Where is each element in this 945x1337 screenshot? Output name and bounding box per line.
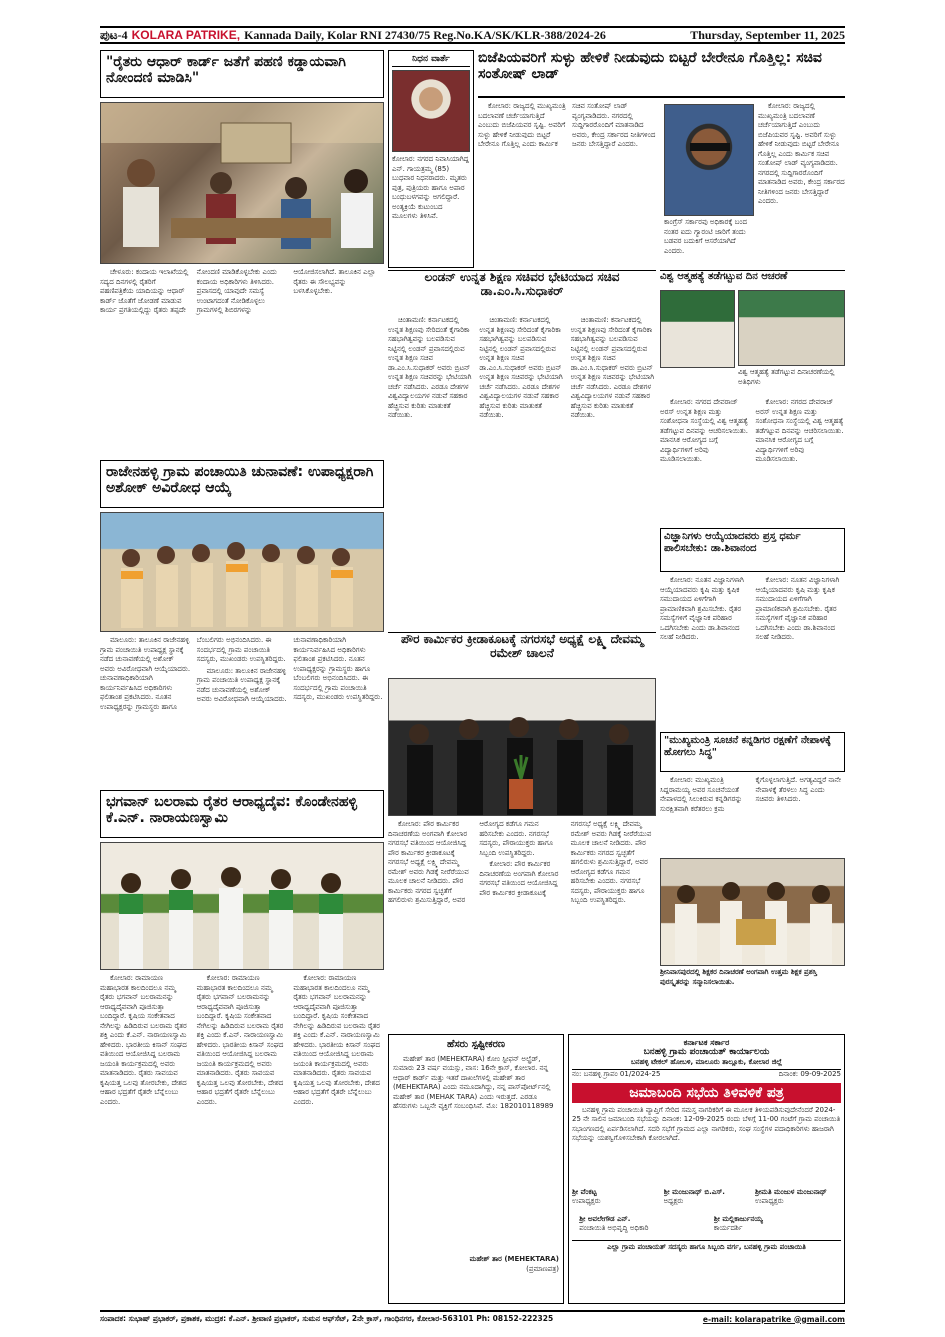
signatory-2-role: ಅಧ್ಯಕ್ಷರು xyxy=(663,1197,684,1206)
story1-body: ಚೇಳೂರು: ಕಂದಾಯ ಇಲಾಖೆಯಲ್ಲಿ ಸದ್ಯದ ದಿನಗಳಲ್ಲಿ ರೈತರಿಗೆ ಪಹಣಿಪತ್ರಿಕೆಯ ಯಾದಿಯನ್ನು ಆಧಾರ್ ಕಾರ್ಡ್ ಜೊತೆಗೆ ಜೋಡಣೆ ಮಾಡುವ ಕಾರ್ಯ ಪ್ರಗತಿಯಲ್ಲಿದ್ದು ರೈತರು ತಪ್ಪದೇ ನೋಂದಣಿ ಮಾಡಿಕೊಳ್ಳಬೇಕು ಎಂದು ಕಂದಾಯ ಅಧಿಕಾರಿಗಳು ತಿಳಿಸಿದರು. ಪ್ರವಾಸದಲ್ಲಿ ಯಾವುದೇ ಸಮಸ್ಯೆ ಉಂಟಾಗದಂತೆ ನೋಡಿಕೊಳ್ಳಲು ಗ್ರಾಮಗಳಲ್ಲಿ ಶಿಬಿರಗಳನ್ನು ಆಯೋಜಿಸಲಾಗಿದೆ. ತಾಲೂಕಿನ ಎಲ್ಲಾ ರೈತರು ಈ ಸೌಲಭ್ಯವನ್ನು ಬಳಸಿಕೊಳ್ಳಬೇಕು. xyxy=(100,268,376,314)
signatory-5 xyxy=(714,1215,834,1234)
signatory-4-name: ಶ್ರೀ ಅವಲೇಗೌಡ ಎನ್. xyxy=(579,1214,631,1223)
story4-caption: ವಿಶ್ವ ಆತ್ಮಹತ್ಯೆ ತಡೆಗಟ್ಟುವ ದಿನಾಚರಣೆಯಲ್ಲಿ ಅತಿಥಿಗಳು xyxy=(738,368,835,386)
story4-photo xyxy=(660,290,735,368)
story6-body: ಕೋಲಾರ: ನೂತನ ವಿಜ್ಞಾನಿಗಳಾಗಿ ಆಯ್ಕೆಯಾದವರು ಕೃಷಿ ಮತ್ತು ಕೃಷಿಕ ಸಮುದಾಯದ ಏಳಿಗೆಗಾಗಿ ಪ್ರಾಮಾಣಿಕವಾಗಿ ಶ್ರಮಿಸಬೇಕು. ರೈತರ ಸಮಸ್ಯೆಗಳಿಗೆ ವೈಜ್ಞಾನಿಕ ಪರಿಹಾರ ಒದಗಿಸಬೇಕು ಎಂದು ಡಾ.ಶಿವಾನಂದ ಸಲಹೆ ನೀಡಿದರು. ಕೋಲಾರ: ನೂತನ ವಿಜ್ಞಾನಿಗಳಾಗಿ ಆಯ್ಕೆಯಾದವರು ಕೃಷಿ ಮತ್ತು ಕೃಷಿಕ ಸಮುದಾಯದ ಏಳಿಗೆಗಾಗಿ ಪ್ರಾಮಾಣಿಕವಾಗಿ ಶ್ರಮಿಸಬೇಕು. ರೈತರ ಸಮಸ್ಯೆಗಳಿಗೆ ವೈಜ್ಞಾನಿಕ ಪರಿಹಾರ ಒದಗಿಸಬೇಕು ಎಂದು ಡಾ.ಶಿವಾನಂದ ಸಲಹೆ ನೀಡಿದರು. xyxy=(660,576,840,641)
group-photo-image xyxy=(101,513,384,632)
story8-headline: "ಮುಖ್ಯಮಂತ್ರಿ ಸೂಚನೆ ಕನ್ನಡಿಗರ ರಕ್ಷಣೆಗೆ ನೇಪಾಳಕ್ಕೆ ಹೋಗಲು ಸಿದ್ಧ" xyxy=(660,732,845,772)
story3-body: ಚಿಂತಾಮಣಿ: ಕರ್ನಾಟಕದಲ್ಲಿ ಉನ್ನತ ಶಿಕ್ಷಣವು ಸೇರಿದಂತೆ ಕೈಗಾರಿಕಾ ಸಹಭಾಗಿತ್ವವನ್ನು ಬಲಪಡಿಸುವ ನಿಟ್ಟಿನಲ್ಲಿ ಲಂಡನ್ ಪ್ರವಾಸದಲ್ಲಿರುವ ಉನ್ನತ ಶಿಕ್ಷಣ ಸಚಿವ ಡಾ.ಎಂ.ಸಿ.ಸುಧಾಕರ್ ಅವರು ಬ್ರಿಟನ್ ಉನ್ನತ ಶಿಕ್ಷಣ ಸಚಿವರನ್ನು ಭೇಟಿಯಾಗಿ ಚರ್ಚೆ ನಡೆಸಿದರು. ಎರಡೂ ದೇಶಗಳ ವಿಶ್ವವಿದ್ಯಾಲಯಗಳ ನಡುವೆ ಸಹಕಾರ ಹೆಚ್ಚಿಸುವ ಕುರಿತು ಮಾತುಕತೆ ನಡೆಯಿತು. ಚಿಂತಾಮಣಿ: ಕರ್ನಾಟಕದಲ್ಲಿ ಉನ್ನತ ಶಿಕ್ಷಣವು ಸೇರಿದಂತೆ ಕೈಗಾರಿಕಾ ಸಹಭಾಗಿತ್ವವನ್ನು ಬಲಪಡಿಸುವ ನಿಟ್ಟಿನಲ್ಲಿ ಲಂಡನ್ ಪ್ರವಾಸದಲ್ಲಿರುವ ಉನ್ನತ ಶಿಕ್ಷಣ ಸಚಿವ ಡಾ.ಎಂ.ಸಿ.ಸುಧಾಕರ್ ಅವರು ಬ್ರಿಟನ್ ಉನ್ನತ ಶಿಕ್ಷಣ ಸಚಿವರನ್ನು ಭೇಟಿಯಾಗಿ ಚರ್ಚೆ ನಡೆಸಿದರು. ಎರಡೂ ದೇಶಗಳ ವಿಶ್ವವಿದ್ಯಾಲಯಗಳ ನಡುವೆ ಸಹಕಾರ ಹೆಚ್ಚಿಸುವ ಕುರಿತು ಮಾತುಕತೆ ನಡೆಯಿತು. ಚಿಂತಾಮಣಿ: ಕರ್ನಾಟಕದಲ್ಲಿ ಉನ್ನತ ಶಿಕ್ಷಣವು ಸೇರಿದಂತೆ ಕೈಗಾರಿಕಾ ಸಹಭಾಗಿತ್ವವನ್ನು ಬಲಪಡಿಸುವ ನಿಟ್ಟಿನಲ್ಲಿ ಲಂಡನ್ ಪ್ರವಾಸದಲ್ಲಿರುವ ಉನ್ನತ ಶಿಕ್ಷಣ ಸಚಿವ ಡಾ.ಎಂ.ಸಿ.ಸುಧಾಕರ್ ಅವರು ಬ್ರಿಟನ್ ಉನ್ನತ ಶಿಕ್ಷಣ ಸಚಿವರನ್ನು ಭೇಟಿಯಾಗಿ ಚರ್ಚೆ ನಡೆಸಿದರು. ಎರಡೂ ದೇಶಗಳ ವಿಶ್ವವಿದ್ಯಾಲಯಗಳ ನಡುವೆ ಸಹಕಾರ ಹೆಚ್ಚಿಸುವ ಕುರಿತು ಮಾತುಕತೆ ನಡೆಯಿತು. xyxy=(388,316,655,419)
portrait-image xyxy=(665,105,754,216)
notice-address: ಬನಹಳ್ಳಿ ಟೇಕಲ್ ಹೋಬಳಿ, ಮಾಲೂರು ತಾಲ್ಲೂಕು, ಕೋಲಾರ ಜಿಲ್ಲೆ xyxy=(630,1057,783,1066)
signatory-1-role: ಉಪಾಧ್ಯಕ್ಷರು xyxy=(572,1197,601,1206)
story9-body: ಕೋಲಾರ: ರಾಮಾಯಣ ಮಹಾಭಾರತ ಕಾಲದಿಂದಲೂ ನಮ್ಮ ರೈತರು ಭಗವಾನ್ ಬಲರಾಮನನ್ನು ಆರಾಧ್ಯದೈವವಾಗಿ ಪೂಜಿಸುತ್ತಾ ಬಂದಿದ್ದಾರೆ. ಕೃಷಿಯ ಸಂಕೇತವಾದ ನೇಗಿಲನ್ನು ಹಿಡಿದಿರುವ ಬಲರಾಮ ರೈತರ ಶಕ್ತಿ ಎಂದು ಕೆ.ಎನ್. ನಾರಾಯಣಸ್ವಾಮಿ ಹೇಳಿದರು. ಭಾರತೀಯ ಕಿಸಾನ್ ಸಂಘದ ವತಿಯಿಂದ ಆಯೋಜಿಸಿದ್ದ ಬಲರಾಮ ಜಯಂತಿ ಕಾರ್ಯಕ್ರಮದಲ್ಲಿ ಅವರು ಮಾತನಾಡಿದರು. ರೈತರು ಸಾವಯವ ಕೃಷಿಯತ್ತ ಒಲವು ತೋರಬೇಕು, ದೇಶದ ಆಹಾರ ಭದ್ರತೆಗೆ ರೈತರೇ ಬೆನ್ನೆಲುಬು ಎಂದರು. ಕೋಲಾರ: ರಾಮಾಯಣ ಮಹಾಭಾರತ ಕಾಲದಿಂದಲೂ ನಮ್ಮ ರೈತರು ಭಗವಾನ್ ಬಲರಾಮನನ್ನು ಆರಾಧ್ಯದೈವವಾಗಿ ಪೂಜಿಸುತ್ತಾ ಬಂದಿದ್ದಾರೆ. ಕೃಷಿಯ ಸಂಕೇತವಾದ ನೇಗಿಲನ್ನು ಹಿಡಿದಿರುವ ಬಲರಾಮ ರೈತರ ಶಕ್ತಿ ಎಂದು ಕೆ.ಎನ್. ನಾರಾಯಣಸ್ವಾಮಿ ಹೇಳಿದರು. ಭಾರತೀಯ ಕಿಸಾನ್ ಸಂಘದ ವತಿಯಿಂದ ಆಯೋಜಿಸಿದ್ದ ಬಲರಾಮ ಜಯಂತಿ ಕಾರ್ಯಕ್ರಮದಲ್ಲಿ ಅವರು ಮಾತನಾಡಿದರು. ರೈತರು ಸಾವಯವ ಕೃಷಿಯತ್ತ ಒಲವು ತೋರಬೇಕು, ದೇಶದ ಆಹಾರ ಭದ್ರತೆಗೆ ರೈತರೇ ಬೆನ್ನೆಲುಬು ಎಂದರು. ಕೋಲಾರ: ರಾಮಾಯಣ ಮಹಾಭಾರತ ಕಾಲದಿಂದಲೂ ನಮ್ಮ ರೈತರು ಭಗವಾನ್ ಬಲರಾಮನನ್ನು ಆರಾಧ್ಯದೈವವಾಗಿ ಪೂಜಿಸುತ್ತಾ ಬಂದಿದ್ದಾರೆ. ಕೃಷಿಯ ಸಂಕೇತವಾದ ನೇಗಿಲನ್ನು ಹಿಡಿದಿರುವ ಬಲರಾಮ ರೈತರ ಶಕ್ತಿ ಎಂದು ಕೆ.ಎನ್. ನಾರಾಯಣಸ್ವಾಮಿ ಹೇಳಿದರು. ಭಾರತೀಯ ಕಿಸಾನ್ ಸಂಘದ ವತಿಯಿಂದ ಆಯೋಜಿಸಿದ್ದ ಬಲರಾಮ ಜಯಂತಿ ಕಾರ್ಯಕ್ರಮದಲ್ಲಿ ಅವರು ಮಾತನಾಡಿದರು. ರೈತರು ಸಾವಯವ ಕೃಷಿಯತ್ತ ಒಲವು ತೋರಬೇಕು, ದೇಶದ ಆಹಾರ ಭದ್ರತೆಗೆ ರೈತರೇ ಬೆನ್ನೆಲುಬು ಎಂದರು. xyxy=(100,974,381,1106)
story8-body: ಕೋಲಾರ: ಮುಖ್ಯಮಂತ್ರಿ ಸಿದ್ದರಾಮಯ್ಯ ಅವರ ಸೂಚನೆಯಂತೆ ನೇಪಾಳದಲ್ಲಿ ಸಿಲುಕಿರುವ ಕನ್ನಡಿಗರನ್ನು ಸುರಕ್ಷಿತವಾಗಿ ಕರೆತರಲು ಕ್ರಮ ಕೈಗೊಳ್ಳಲಾಗುತ್ತಿದೆ. ಅಗತ್ಯವಿದ್ದರೆ ನಾನೇ ನೇಪಾಳಕ್ಕೆ ತೆರಳಲು ಸಿದ್ಧ ಎಂದು ಸಚಿವರು ತಿಳಿಸಿದರು. xyxy=(660,776,841,813)
signatory-1-name: ಶ್ರೀ ವೆಂಕಟ್ಟ xyxy=(572,1187,597,1196)
story4-photo-2 xyxy=(738,290,845,366)
obituary-box xyxy=(388,50,474,268)
signatory-2-name: ಶ್ರೀ ಮಂಜುನಾಥ್ ಬಿ.ಎಸ್. xyxy=(663,1187,725,1196)
masthead-details: Kannada Daily, Kolar RNI 27430/75 Reg.No.KA/SK/KLR-388/2024-26 xyxy=(244,27,606,42)
story7-photo xyxy=(388,678,656,816)
signatory-2 xyxy=(664,1188,750,1207)
signatory-4-role: ಪಂಚಾಯಿತಿ ಅಭಿವೃದ್ಧಿ ಅಧಿಕಾರಿ xyxy=(579,1224,649,1233)
notice-government: ಕರ್ನಾಟಕ ಸರ್ಕಾರ xyxy=(683,1038,730,1047)
obituary-text: ಕೋಲಾರ: ನಗರದ ನಿವಾಸಿಯಾಗಿದ್ದ ಎನ್. ಗಾಯತ್ರಮ್ಮ (85) ಬುಧವಾರ ನಿಧನರಾದರು. ಮೃತರು ಪುತ್ರ, ಪುತ್ರಿಯರು ಹಾಗೂ ಅಪಾರ ಬಂಧುಬಳಗವನ್ನು ಅಗಲಿದ್ದಾರೆ. ಅಂತ್ಯಕ್ರಿಯೆ ಕುಟುಂಬದ ಮೂಲಗಳು ತಿಳಿಸಿವೆ. xyxy=(392,155,469,221)
notice-title: ಜಮಾಬಂದಿ ಸಭೆಯ ತಿಳಿವಳಿಕೆ ಪತ್ರ xyxy=(572,1083,841,1103)
story2-body: ಕೋಲಾರ: ರಾಜ್ಯದಲ್ಲಿ ಮುಖ್ಯಮಂತ್ರಿ ಬದಲಾವಣೆ ಚರ್ಚೆಯಾಗುತ್ತಿದೆ ಎಂಬುದು ಬಿಜೆಪಿಯವರ ಸೃಷ್ಟಿ. ಅವರಿಗೆ ಸುಳ್ಳು ಹೇಳಿಕೆ ನೀಡುವುದು ಬಿಟ್ಟರೆ ಬೇರೇನೂ ಗೊತ್ತಿಲ್ಲ ಎಂದು ಕಾರ್ಮಿಕ ಸಚಿವ ಸಂತೋಷ್ ಲಾಡ್ ವ್ಯಂಗ್ಯವಾಡಿದರು. ನಗರದಲ್ಲಿ ಸುದ್ದಿಗಾರರೊಂದಿಗೆ ಮಾತನಾಡಿದ ಅವರು, ಕೇಂದ್ರ ಸರ್ಕಾರದ ನೀತಿಗಳಿಂದ ಜನರು ಬೇಸತ್ತಿದ್ದಾರೆ ಎಂದರು. xyxy=(478,102,656,148)
story9-headline: ಭಗವಾನ್ ಬಲರಾಮ ರೈತರ ಆರಾಧ್ಯದೈವ: ಕೊಂಡೇನಹಳ್ಳಿ ಕೆ.ಎನ್. ನಾರಾಯಣಸ್ವಾಮಿ xyxy=(100,790,384,838)
story5-headline: ರಾಜೇನಹಳ್ಳಿ ಗ್ರಾಮ ಪಂಚಾಯಿತಿ ಚುನಾವಣೆ: ಉಪಾಧ್ಯಕ್ಷರಾಗಿ ಅಶೋಕ್ ಅವಿರೋಧ ಆಯ್ಕೆ xyxy=(100,460,384,508)
signatory-3 xyxy=(755,1188,841,1207)
notice-body: ಬನಹಳ್ಳಿ ಗ್ರಾಮ ಪಂಚಾಯಿತಿ ವ್ಯಾಪ್ತಿಗೆ ಸೇರಿದ ಸಮಸ್ತ ನಾಗರಿಕರಿಗೆ ಈ ಮೂಲಕ ತಿಳಿಯಪಡಿಸುವುದೇನೆಂದರೆ 2024-25 ನೇ ಸಾಲಿನ ಜಮಾಬಂದಿ ಸಭೆಯನ್ನು ದಿನಾಂಕ: 12-09-2025 ರಂದು ಬೆಳಿಗ್ಗೆ 11-00 ಗಂಟೆಗೆ ಗ್ರಾಮ ಪಂಚಾಯಿತಿ ಸಭಾಂಗಣದಲ್ಲಿ ಏರ್ಪಡಿಸಲಾಗಿದೆ. ಸದರಿ ಸಭೆಗೆ ಗ್ರಾಮದ ಎಲ್ಲಾ ನಾಗರಿಕರು, ಸಂಘ ಸಂಸ್ಥೆಗಳ ಪದಾಧಿಕಾರಿಗಳು ಹಾಜರಾಗಿ ಸಭೆಯನ್ನು ಯಶಸ್ವಿಗೊಳಿಸಬೇಕಾಗಿ ಕೋರಲಾಗಿದೆ. xyxy=(572,1105,841,1143)
notice-ref-row xyxy=(572,1069,841,1080)
farmers-meeting-image xyxy=(101,843,384,970)
story2-headline: ಬಿಜೆಪಿಯವರಿಗೆ ಸುಳ್ಳು ಹೇಳಿಕೆ ನೀಡುವುದು ಬಿಟ್ಟರೆ ಬೇರೇನೂ ಗೊತ್ತಿಲ್ಲ: ಸಚಿವ ಸಂತೋಷ್ ಲಾಡ್ xyxy=(478,50,845,98)
notice-footer: ಎಲ್ಲಾ ಗ್ರಾಮ ಪಂಚಾಯತ್ ಸದಸ್ಯರು ಹಾಗೂ ಸಿಬ್ಬಂದಿ ವರ್ಗ, ಬನಹಳ್ಳಿ ಗ್ರಾಮ ಪಂಚಾಯಿತಿ xyxy=(572,1240,841,1253)
obituary-photo xyxy=(392,70,470,152)
name-change-text: ಮಹೇಶ್ ತಾರ (MEHEKTARA) ಕೋಂ ಸ್ಟೀಫನ್ ಅಲ್ಫ್ರೆಡ್, ಸುಮಾರು 23 ವರ್ಷ ವಯಸ್ಸು, ವಾಸ: 16ನೇ ಕ್ರಾಸ್, ಕೋಲಾರ. ನನ್ನ ಆಧಾರ್ ಕಾರ್ಡ್ ಮತ್ತು ಇತರೆ ದಾಖಲೆಗಳಲ್ಲಿ ಮಹೇಶ್ ತಾರ (MEHEKTARA) ಎಂದು ನಮೂದಾಗಿದ್ದು, ನನ್ನ ಪಾಸ್‌ಪೋರ್ಟ್‌ನಲ್ಲಿ ಮಹೇಕ್ ತಾರ (MEHAK TARA) ಎಂದು ಇರುತ್ತದೆ. ಎರಡೂ ಹೆಸರುಗಳು ಒಬ್ಬನೇ ವ್ಯಕ್ತಿಗೆ ಸಂಬಂಧಿಸಿವೆ. ಮೊ: 182010118989 xyxy=(393,1054,554,1110)
name-change-notice xyxy=(388,1034,564,1304)
signatory-5-name: ಶ್ರೀ ಮಲ್ಲಿಕಾರ್ಜುನಯ್ಯ xyxy=(713,1214,763,1223)
notice-ref: ನಂ: ಬನಹಳ್ಳಿ ಗ್ರಾಪಂ 01/2024-25 xyxy=(572,1070,661,1079)
story2-caption: ಕಾಂಗ್ರೆಸ್ ಸರ್ಕಾರವು ಅಧಿಕಾರಕ್ಕೆ ಬಂದ ನಂತರ ಐದು ಗ್ಯಾರಂಟಿ ಜಾರಿಗೆ ತಂದು ಬಡವರ ಬದುಕಿಗೆ ಆಸರೆಯಾಗಿದೆ ಎಂದರು. xyxy=(664,218,748,255)
story5-photo xyxy=(100,512,384,632)
sports-event-image xyxy=(389,679,656,816)
story2-continued: ಕೋಲಾರ: ರಾಜ್ಯದಲ್ಲಿ ಮುಖ್ಯಮಂತ್ರಿ ಬದಲಾವಣೆ ಚರ್ಚೆಯಾಗುತ್ತಿದೆ ಎಂಬುದು ಬಿಜೆಪಿಯವರ ಸೃಷ್ಟಿ. ಅವರಿಗೆ ಸುಳ್ಳು ಹೇಳಿಕೆ ನೀಡುವುದು ಬಿಟ್ಟರೆ ಬೇರೇನೂ ಗೊತ್ತಿಲ್ಲ ಎಂದು ಕಾರ್ಮಿಕ ಸಚಿವ ಸಂತೋಷ್ ಲಾಡ್ ವ್ಯಂಗ್ಯವಾಡಿದರು. ನಗರದಲ್ಲಿ ಸುದ್ದಿಗಾರರೊಂದಿಗೆ ಮಾತನಾಡಿದ ಅವರು, ಕೇಂದ್ರ ಸರ್ಕಾರದ ನೀತಿಗಳಿಂದ ಜನರು ಬೇಸತ್ತಿದ್ದಾರೆ ಎಂದರು. xyxy=(758,102,845,205)
award-ceremony-image xyxy=(661,859,845,966)
notice-date: ದಿನಾಂಕ: 09-09-2025 xyxy=(778,1070,841,1079)
story2-minister-photo xyxy=(664,104,754,216)
page-footer xyxy=(100,1310,845,1326)
story4-headline: ವಿಶ್ವ ಆತ್ಮಹತ್ಯೆ ತಡೆಗಟ್ಟುವ ದಿನ ಆಚರಣೆ xyxy=(660,270,845,288)
masthead-strip xyxy=(100,26,845,44)
office-scene-image xyxy=(101,103,384,264)
story1-photo xyxy=(100,102,384,264)
signatory-3-name: ಶ್ರೀಮತಿ ಮಂಜುಳ ಮಂಜುನಾಥ್ xyxy=(755,1187,827,1196)
name-change-title: ಹೆಸರು ಸ್ಪಷ್ಟೀಕರಣ xyxy=(447,1039,505,1050)
signatory-1 xyxy=(572,1188,658,1207)
signatory-5-role: ಕಾರ್ಯದರ್ಶಿ xyxy=(713,1224,743,1233)
obituary-title: ನಿಧನ ವಾರ್ತೆ xyxy=(392,54,470,67)
issue-date: Thursday, September 11, 2025 xyxy=(690,27,845,42)
story1-headline: "ರೈತರು ಆಧಾರ್ ಕಾರ್ಡ್ ಜತೆಗೆ ಪಹಣಿ ಕಡ್ಡಾಯವಾಗಿ ನೋಂದಣಿ ಮಾಡಿಸಿ" xyxy=(100,50,384,98)
story8-photo xyxy=(660,858,845,966)
story6-headline: ವಿಜ್ಞಾನಿಗಳು ಆಯ್ಕೆಯಾದವರು ಪ್ರಸ್ತ ಧರ್ಮ ಪಾಲಿಸಬೇಕು: ಡಾ.ಶಿವಾನಂದ xyxy=(660,528,845,572)
story4-body: ಕೋಲಾರ: ನಗರದ ದೇವರಾಜ್ ಅರಸ್ ಉನ್ನತ ಶಿಕ್ಷಣ ಮತ್ತು ಸಂಶೋಧನಾ ಸಂಸ್ಥೆಯಲ್ಲಿ ವಿಶ್ವ ಆತ್ಮಹತ್ಯೆ ತಡೆಗಟ್ಟುವ ದಿನವನ್ನು ಆಚರಿಸಲಾಯಿತು. ಮಾನಸಿಕ ಆರೋಗ್ಯದ ಬಗ್ಗೆ ವಿದ್ಯಾರ್ಥಿಗಳಿಗೆ ಅರಿವು ಮೂಡಿಸಲಾಯಿತು. ಕೋಲಾರ: ನಗರದ ದೇವರಾಜ್ ಅರಸ್ ಉನ್ನತ ಶಿಕ್ಷಣ ಮತ್ತು ಸಂಶೋಧನಾ ಸಂಸ್ಥೆಯಲ್ಲಿ ವಿಶ್ವ ಆತ್ಮಹತ್ಯೆ ತಡೆಗಟ್ಟುವ ದಿನವನ್ನು ಆಚರಿಸಲಾಯಿತು. ಮಾನಸಿಕ ಆರೋಗ್ಯದ ಬಗ್ಗೆ ವಿದ್ಯಾರ್ಥಿಗಳಿಗೆ ಅರಿವು ಮೂಡಿಸಲಾಯಿತು. xyxy=(660,398,844,463)
panchayat-notice xyxy=(568,1034,845,1304)
footer-imprint: ಸಂಪಾದಕ: ಸುಭಾಷ್ ಪ್ರಭಾಕರ್, ಪ್ರಕಾಶಕ, ಮುದ್ರಕ: ಕೆ.ಎನ್. ಶ್ರೀವಾಣಿ ಪ್ರಭಾಕರ್, ಸುಮನ ಆಫ್‌ಸೆಟ್, 2ನೇ ಕ್ರಾಸ್, ಗಾಂಧಿನಗರ, ಕೋಲಾರ-563101 Ph: 08152-222325 xyxy=(100,1314,554,1323)
notice-signatures-row2 xyxy=(572,1215,841,1234)
notice-office: ಬನಹಳ್ಳಿ ಗ್ರಾಮ ಪಂಚಾಯತ್ ಕಾರ್ಯಾಲಯ xyxy=(643,1047,770,1058)
name-change-signature: ಮಹೇಶ್ ತಾರ (MEHEKTARA) xyxy=(469,1254,559,1263)
signatory-4 xyxy=(579,1215,699,1234)
story8-caption: ಶ್ರೀನಿವಾಸಪುರದಲ್ಲಿ ಶಿಕ್ಷಕರ ದಿನಾಚರಣೆ ಅಂಗವಾಗಿ ಉತ್ತಮ ಶಿಕ್ಷಕ ಪ್ರಶಸ್ತಿ ಪುರಸ್ಕೃತರನ್ನು ಸನ್ಮಾನಿಸಲಾಯಿತು. xyxy=(660,968,817,986)
name-change-sign-note: (ಪ್ರಮಾಣಪತ್ರ) xyxy=(526,1264,559,1273)
story7-body: ಕೋಲಾರ: ಪೌರ ಕಾರ್ಮಿಕರ ದಿನಾಚರಣೆಯ ಅಂಗವಾಗಿ ಕೋಲಾರ ನಗರಸಭೆ ವತಿಯಿಂದ ಆಯೋಜಿಸಿದ್ದ ಪೌರ ಕಾರ್ಮಿಕರ ಕ್ರೀಡಾಕೂಟಕ್ಕೆ ನಗರಸಭೆ ಅಧ್ಯಕ್ಷೆ ಲಕ್ಷ್ಮಿ ದೇವಮ್ಮ ರಮೇಶ್ ಅವರು ಗಿಡಕ್ಕೆ ನೀರೆರೆಯುವ ಮೂಲಕ ಚಾಲನೆ ನೀಡಿದರು. ಪೌರ ಕಾರ್ಮಿಕರು ನಗರದ ಸ್ವಚ್ಛತೆಗೆ ಹಗಲಿರುಳು ಶ್ರಮಿಸುತ್ತಿದ್ದಾರೆ, ಅವರ ಆರೋಗ್ಯದ ಕಡೆಗೂ ಗಮನ ಹರಿಸಬೇಕು ಎಂದರು. ನಗರಸಭೆ ಸದಸ್ಯರು, ಪೌರಾಯುಕ್ತರು ಹಾಗೂ ಸಿಬ್ಬಂದಿ ಉಪಸ್ಥಿತರಿದ್ದರು. ಕೋಲಾರ: ಪೌರ ಕಾರ್ಮಿಕರ ದಿನಾಚರಣೆಯ ಅಂಗವಾಗಿ ಕೋಲಾರ ನಗರಸಭೆ ವತಿಯಿಂದ ಆಯೋಜಿಸಿದ್ದ ಪೌರ ಕಾರ್ಮಿಕರ ಕ್ರೀಡಾಕೂಟಕ್ಕೆ ನಗರಸಭೆ ಅಧ್ಯಕ್ಷೆ ಲಕ್ಷ್ಮಿ ದೇವಮ್ಮ ರಮೇಶ್ ಅವರು ಗಿಡಕ್ಕೆ ನೀರೆರೆಯುವ ಮೂಲಕ ಚಾಲನೆ ನೀಡಿದರು. ಪೌರ ಕಾರ್ಮಿಕರು ನಗರದ ಸ್ವಚ್ಛತೆಗೆ ಹಗಲಿರುಳು ಶ್ರಮಿಸುತ್ತಿದ್ದಾರೆ, ಅವರ ಆರೋಗ್ಯದ ಕಡೆಗೂ ಗಮನ ಹರಿಸಬೇಕು ಎಂದರು. ನಗರಸಭೆ ಸದಸ್ಯರು, ಪೌರಾಯುಕ್ತರು ಹಾಗೂ ಸಿಬ್ಬಂದಿ ಉಪಸ್ಥಿತರಿದ್ದರು. xyxy=(388,820,652,904)
story5-body: ಮಾಲೂರು: ತಾಲೂಕಿನ ರಾಜೇನಹಳ್ಳಿ ಗ್ರಾಮ ಪಂಚಾಯಿತಿ ಉಪಾಧ್ಯಕ್ಷ ಸ್ಥಾನಕ್ಕೆ ನಡೆದ ಚುನಾವಣೆಯಲ್ಲಿ ಅಶೋಕ್ ಅವರು ಅವಿರೋಧವಾಗಿ ಆಯ್ಕೆಯಾದರು. ಚುನಾವಣಾಧಿಕಾರಿಯಾಗಿ ಕಾರ್ಯನಿರ್ವಹಿಸಿದ ಅಧಿಕಾರಿಗಳು ಫಲಿತಾಂಶ ಪ್ರಕಟಿಸಿದರು. ನೂತನ ಉಪಾಧ್ಯಕ್ಷರನ್ನು ಗ್ರಾಮಸ್ಥರು ಹಾಗೂ ಬೆಂಬಲಿಗರು ಅಭಿನಂದಿಸಿದರು. ಈ ಸಂದರ್ಭದಲ್ಲಿ ಗ್ರಾಮ ಪಂಚಾಯಿತಿ ಸದಸ್ಯರು, ಮುಖಂಡರು ಉಪಸ್ಥಿತರಿದ್ದರು. ಮಾಲೂರು: ತಾಲೂಕಿನ ರಾಜೇನಹಳ್ಳಿ ಗ್ರಾಮ ಪಂಚಾಯಿತಿ ಉಪಾಧ್ಯಕ್ಷ ಸ್ಥಾನಕ್ಕೆ ನಡೆದ ಚುನಾವಣೆಯಲ್ಲಿ ಅಶೋಕ್ ಅವರು ಅವಿರೋಧವಾಗಿ ಆಯ್ಕೆಯಾದರು. ಚುನಾವಣಾಧಿಕಾರಿಯಾಗಿ ಕಾರ್ಯನಿರ್ವಹಿಸಿದ ಅಧಿಕಾರಿಗಳು ಫಲಿತಾಂಶ ಪ್ರಕಟಿಸಿದರು. ನೂತನ ಉಪಾಧ್ಯಕ್ಷರನ್ನು ಗ್ರಾಮಸ್ಥರು ಹಾಗೂ ಬೆಂಬಲಿಗರು ಅಭಿನಂದಿಸಿದರು. ಈ ಸಂದರ್ಭದಲ್ಲಿ ಗ್ರಾಮ ಪಂಚಾಯಿತಿ ಸದಸ್ಯರು, ಮುಖಂಡರು ಉಪಸ್ಥಿತರಿದ್ದರು. xyxy=(100,636,383,711)
notice-signatures-row1 xyxy=(572,1188,841,1207)
story7-headline: ಪೌರ ಕಾರ್ಮಿಕರ ಕ್ರೀಡಾಕೂಟಕ್ಕೆ ನಗರಸಭೆ ಅಧ್ಯಕ್ಷೆ ಲಕ್ಷ್ಮಿ ದೇವಮ್ಮ ರಮೇಶ್ ಚಾಲನೆ xyxy=(388,632,656,676)
page-number: ಪುಟ-4 xyxy=(100,27,128,42)
brand-name: KOLARA PATRIKE, xyxy=(131,28,241,42)
story9-photo xyxy=(100,842,384,970)
footer-email[interactable]: e-mail: kolarapatrike @gmail.com xyxy=(702,1314,845,1324)
story3-headline: ಲಂಡನ್ ಉನ್ನತ ಶಿಕ್ಷಣ ಸಚಿವರ ಭೇಟಿಯಾದ ಸಚಿವ ಡಾ.ಎಂ.ಸಿ.ಸುಧಾಕರ್ xyxy=(388,270,656,312)
signatory-3-role: ಉಪಾಧ್ಯಕ್ಷರು xyxy=(755,1197,784,1206)
